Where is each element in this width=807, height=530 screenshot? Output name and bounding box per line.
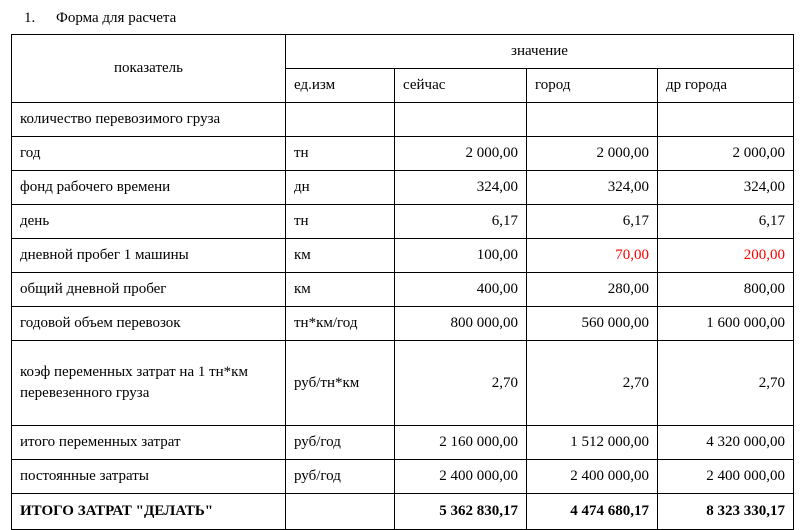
table-row-daily-mileage <box>12 239 794 273</box>
row-value-city: 4 474 680,17 <box>527 494 658 530</box>
row-unit: тн <box>286 137 395 171</box>
row-name: постоянные затраты <box>12 460 286 494</box>
row-value-city: 560 000,00 <box>527 307 658 341</box>
row-name: год <box>12 137 286 171</box>
row-name: годовой объем перевозок <box>12 307 286 341</box>
row-unit: руб/год <box>286 460 395 494</box>
row-value-now: 6,17 <box>395 205 527 239</box>
row-value-other: 6,17 <box>658 205 794 239</box>
row-value-now <box>395 103 527 137</box>
row-name: коэф переменных затрат на 1 тн*км перевезенного груза <box>12 341 286 426</box>
row-unit: тн <box>286 205 395 239</box>
row-value-other: 800,00 <box>658 273 794 307</box>
row-value-now: 400,00 <box>395 273 527 307</box>
row-value-other: 8 323 330,17 <box>658 494 794 530</box>
table-row-grand-total <box>12 494 794 530</box>
row-unit: км <box>286 273 395 307</box>
row-value-city: 324,00 <box>527 171 658 205</box>
header-indicator: показатель <box>12 35 286 103</box>
row-name: количество перевозимого груза <box>12 103 286 137</box>
row-value-other: 200,00 <box>658 239 794 273</box>
table-row-annual-volume <box>12 307 794 341</box>
row-value-now: 800 000,00 <box>395 307 527 341</box>
section-number: 1. <box>24 10 36 26</box>
header-row-top <box>12 35 794 69</box>
row-unit: дн <box>286 171 395 205</box>
row-value-city: 2,70 <box>527 341 658 426</box>
row-unit: тн*км/год <box>286 307 395 341</box>
row-name: дневной пробег 1 машины <box>12 239 286 273</box>
table-row-year <box>12 137 794 171</box>
row-value-other: 1 600 000,00 <box>658 307 794 341</box>
table-row-fixed-costs <box>12 460 794 494</box>
row-name: общий дневной пробег <box>12 273 286 307</box>
row-unit: руб/год <box>286 426 395 460</box>
row-unit <box>286 103 395 137</box>
row-value-other: 4 320 000,00 <box>658 426 794 460</box>
row-name: итого переменных затрат <box>12 426 286 460</box>
row-unit: км <box>286 239 395 273</box>
row-value-now: 100,00 <box>395 239 527 273</box>
table-row-total-variable <box>12 426 794 460</box>
header-city: город <box>527 69 658 103</box>
row-value-city: 70,00 <box>527 239 658 273</box>
table-row-cargo-quantity <box>12 103 794 137</box>
header-now: сейчас <box>395 69 527 103</box>
header-unit: ед.изм <box>286 69 395 103</box>
header-other-city: др города <box>658 69 794 103</box>
section-title: Форма для расчета <box>56 10 177 26</box>
calculation-table <box>11 34 794 530</box>
row-value-now: 2 400 000,00 <box>395 460 527 494</box>
table-row-working-time <box>12 171 794 205</box>
row-value-other <box>658 103 794 137</box>
table-row-total-mileage <box>12 273 794 307</box>
row-unit: руб/тн*км <box>286 341 395 426</box>
row-value-city: 2 000,00 <box>527 137 658 171</box>
section-heading <box>24 8 176 28</box>
row-value-city: 280,00 <box>527 273 658 307</box>
row-value-now: 2 160 000,00 <box>395 426 527 460</box>
row-value-other: 2 400 000,00 <box>658 460 794 494</box>
row-value-city: 1 512 000,00 <box>527 426 658 460</box>
row-value-city: 6,17 <box>527 205 658 239</box>
table-row-day <box>12 205 794 239</box>
row-name: фонд рабочего времени <box>12 171 286 205</box>
row-value-city <box>527 103 658 137</box>
row-name: день <box>12 205 286 239</box>
row-value-other: 2,70 <box>658 341 794 426</box>
row-value-city: 2 400 000,00 <box>527 460 658 494</box>
header-value-group: значение <box>286 35 794 69</box>
row-value-other: 2 000,00 <box>658 137 794 171</box>
row-value-now: 2,70 <box>395 341 527 426</box>
row-value-now: 324,00 <box>395 171 527 205</box>
row-name: ИТОГО ЗАТРАТ "ДЕЛАТЬ" <box>12 494 286 530</box>
row-value-now: 5 362 830,17 <box>395 494 527 530</box>
row-unit <box>286 494 395 530</box>
row-value-other: 324,00 <box>658 171 794 205</box>
table-row-variable-cost-coef <box>12 341 794 426</box>
row-value-now: 2 000,00 <box>395 137 527 171</box>
